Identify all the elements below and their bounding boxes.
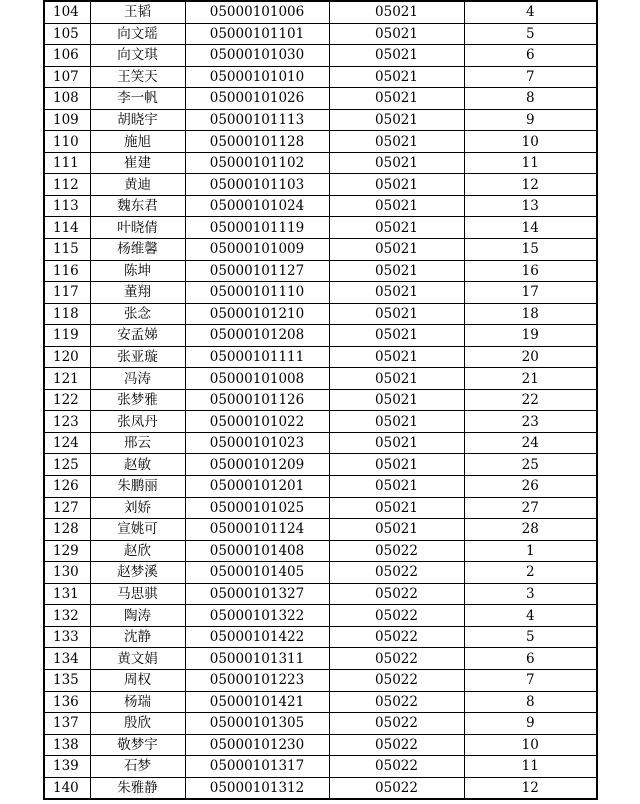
student-name-cell: 赵欣 <box>90 540 185 562</box>
student-id-cell: 05000101110 <box>185 282 329 304</box>
exam-room-cell: 05021 <box>329 195 464 217</box>
seat-number-cell: 17 <box>464 282 597 304</box>
exam-room-cell: 05022 <box>329 583 464 605</box>
student-name-cell: 王韬 <box>90 1 185 23</box>
seat-number-cell: 10 <box>464 734 597 756</box>
exam-room-cell: 05021 <box>329 152 464 174</box>
row-number-cell: 107 <box>44 66 90 88</box>
student-name-cell: 宣姚可 <box>90 519 185 541</box>
exam-room-cell: 05022 <box>329 713 464 735</box>
row-number-cell: 128 <box>44 519 90 541</box>
exam-room-cell: 05022 <box>329 691 464 713</box>
table-row <box>44 109 597 131</box>
row-number-cell: 125 <box>44 454 90 476</box>
seat-number-cell: 21 <box>464 368 597 390</box>
row-number-cell: 119 <box>44 325 90 347</box>
student-name-cell: 赵敏 <box>90 454 185 476</box>
row-number-cell: 117 <box>44 282 90 304</box>
table-row <box>44 45 597 67</box>
table-row <box>44 669 597 691</box>
student-name-cell: 朱雅静 <box>90 777 185 799</box>
exam-room-cell: 05022 <box>329 669 464 691</box>
seat-number-cell: 9 <box>464 713 597 735</box>
exam-room-cell: 05021 <box>329 174 464 196</box>
student-name-cell: 黄文娟 <box>90 648 185 670</box>
exam-room-cell: 05021 <box>329 454 464 476</box>
student-id-cell: 05000101421 <box>185 691 329 713</box>
row-number-cell: 123 <box>44 411 90 433</box>
seat-number-cell: 11 <box>464 756 597 778</box>
student-id-cell: 05000101010 <box>185 66 329 88</box>
student-id-cell: 05000101201 <box>185 476 329 498</box>
table-row <box>44 303 597 325</box>
row-number-cell: 136 <box>44 691 90 713</box>
exam-room-cell: 05021 <box>329 476 464 498</box>
table-row <box>44 777 597 799</box>
table-row <box>44 389 597 411</box>
table-row <box>44 583 597 605</box>
student-id-cell: 05000101113 <box>185 109 329 131</box>
row-number-cell: 115 <box>44 239 90 261</box>
seat-number-cell: 8 <box>464 88 597 110</box>
student-id-cell: 05000101023 <box>185 432 329 454</box>
exam-room-cell: 05021 <box>329 260 464 282</box>
seat-number-cell: 23 <box>464 411 597 433</box>
student-id-cell: 05000101026 <box>185 88 329 110</box>
student-id-cell: 05000101422 <box>185 626 329 648</box>
exam-room-cell: 05021 <box>329 497 464 519</box>
table-row <box>44 66 597 88</box>
exam-room-cell: 05021 <box>329 303 464 325</box>
table-row <box>44 174 597 196</box>
seat-number-cell: 6 <box>464 648 597 670</box>
student-id-cell: 05000101102 <box>185 152 329 174</box>
student-id-cell: 05000101312 <box>185 777 329 799</box>
student-id-cell: 05000101030 <box>185 45 329 67</box>
row-number-cell: 131 <box>44 583 90 605</box>
exam-room-cell: 05022 <box>329 540 464 562</box>
seat-number-cell: 5 <box>464 626 597 648</box>
student-id-cell: 05000101128 <box>185 131 329 153</box>
student-id-cell: 05000101408 <box>185 540 329 562</box>
exam-room-cell: 05022 <box>329 562 464 584</box>
student-name-cell: 赵梦溪 <box>90 562 185 584</box>
student-name-cell: 向文瑶 <box>90 23 185 45</box>
table-row <box>44 88 597 110</box>
table-row <box>44 217 597 239</box>
seat-number-cell: 10 <box>464 131 597 153</box>
table-row <box>44 195 597 217</box>
exam-room-cell: 05021 <box>329 217 464 239</box>
row-number-cell: 113 <box>44 195 90 217</box>
table-row <box>44 23 597 45</box>
seat-number-cell: 7 <box>464 66 597 88</box>
row-number-cell: 109 <box>44 109 90 131</box>
seat-number-cell: 14 <box>464 217 597 239</box>
student-id-cell: 05000101022 <box>185 411 329 433</box>
exam-room-cell: 05021 <box>329 109 464 131</box>
student-id-cell: 05000101405 <box>185 562 329 584</box>
exam-room-cell: 05021 <box>329 346 464 368</box>
row-number-cell: 120 <box>44 346 90 368</box>
seat-number-cell: 19 <box>464 325 597 347</box>
row-number-cell: 129 <box>44 540 90 562</box>
table-row <box>44 476 597 498</box>
exam-room-cell: 05022 <box>329 777 464 799</box>
student-name-cell: 敬梦宇 <box>90 734 185 756</box>
row-number-cell: 111 <box>44 152 90 174</box>
student-name-cell: 张念 <box>90 303 185 325</box>
student-name-cell: 崔建 <box>90 152 185 174</box>
student-name-cell: 胡晓宇 <box>90 109 185 131</box>
student-id-cell: 05000101103 <box>185 174 329 196</box>
table-row <box>44 691 597 713</box>
row-number-cell: 133 <box>44 626 90 648</box>
table-row <box>44 152 597 174</box>
row-number-cell: 122 <box>44 389 90 411</box>
student-name-cell: 杨瑞 <box>90 691 185 713</box>
table-row <box>44 756 597 778</box>
student-id-cell: 05000101230 <box>185 734 329 756</box>
row-number-cell: 114 <box>44 217 90 239</box>
student-id-cell: 05000101006 <box>185 1 329 23</box>
student-name-cell: 魏东君 <box>90 195 185 217</box>
student-name-cell: 刘娇 <box>90 497 185 519</box>
exam-room-cell: 05021 <box>329 66 464 88</box>
table-row <box>44 411 597 433</box>
row-number-cell: 140 <box>44 777 90 799</box>
seat-number-cell: 16 <box>464 260 597 282</box>
seat-number-cell: 3 <box>464 583 597 605</box>
seat-number-cell: 25 <box>464 454 597 476</box>
seat-number-cell: 4 <box>464 1 597 23</box>
row-number-cell: 135 <box>44 669 90 691</box>
table-row <box>44 562 597 584</box>
roster-table-body <box>44 1 597 799</box>
seat-number-cell: 9 <box>464 109 597 131</box>
table-row <box>44 260 597 282</box>
row-number-cell: 104 <box>44 1 90 23</box>
row-number-cell: 124 <box>44 432 90 454</box>
table-row <box>44 626 597 648</box>
row-number-cell: 134 <box>44 648 90 670</box>
seat-number-cell: 12 <box>464 174 597 196</box>
student-name-cell: 殷欣 <box>90 713 185 735</box>
student-id-cell: 05000101025 <box>185 497 329 519</box>
table-row <box>44 540 597 562</box>
student-name-cell: 张凤丹 <box>90 411 185 433</box>
table-row <box>44 734 597 756</box>
student-name-cell: 张亚璇 <box>90 346 185 368</box>
student-id-cell: 05000101223 <box>185 669 329 691</box>
table-row <box>44 713 597 735</box>
exam-room-cell: 05021 <box>329 519 464 541</box>
table-row <box>44 131 597 153</box>
seat-number-cell: 18 <box>464 303 597 325</box>
seat-number-cell: 8 <box>464 691 597 713</box>
table-row <box>44 519 597 541</box>
student-id-cell: 05000101008 <box>185 368 329 390</box>
table-row <box>44 454 597 476</box>
student-id-cell: 05000101009 <box>185 239 329 261</box>
student-name-cell: 马思骐 <box>90 583 185 605</box>
row-number-cell: 137 <box>44 713 90 735</box>
student-name-cell: 董翔 <box>90 282 185 304</box>
student-id-cell: 05000101124 <box>185 519 329 541</box>
student-id-cell: 05000101305 <box>185 713 329 735</box>
student-id-cell: 05000101208 <box>185 325 329 347</box>
exam-room-cell: 05021 <box>329 23 464 45</box>
student-name-cell: 施旭 <box>90 131 185 153</box>
seat-number-cell: 27 <box>464 497 597 519</box>
table-row <box>44 605 597 627</box>
student-name-cell: 安孟娣 <box>90 325 185 347</box>
row-number-cell: 116 <box>44 260 90 282</box>
student-id-cell: 05000101327 <box>185 583 329 605</box>
seat-number-cell: 5 <box>464 23 597 45</box>
student-name-cell: 周权 <box>90 669 185 691</box>
exam-room-cell: 05021 <box>329 88 464 110</box>
exam-room-cell: 05021 <box>329 239 464 261</box>
row-number-cell: 132 <box>44 605 90 627</box>
table-row <box>44 1 597 23</box>
student-id-cell: 05000101024 <box>185 195 329 217</box>
exam-room-cell: 05021 <box>329 389 464 411</box>
exam-room-cell: 05021 <box>329 411 464 433</box>
student-id-cell: 05000101322 <box>185 605 329 627</box>
seat-number-cell: 13 <box>464 195 597 217</box>
student-id-cell: 05000101126 <box>185 389 329 411</box>
table-row <box>44 346 597 368</box>
seat-number-cell: 2 <box>464 562 597 584</box>
student-name-cell: 叶晓倩 <box>90 217 185 239</box>
seat-number-cell: 22 <box>464 389 597 411</box>
student-id-cell: 05000101127 <box>185 260 329 282</box>
student-name-cell: 石梦 <box>90 756 185 778</box>
student-name-cell: 李一帆 <box>90 88 185 110</box>
exam-room-cell: 05022 <box>329 734 464 756</box>
row-number-cell: 139 <box>44 756 90 778</box>
seat-number-cell: 15 <box>464 239 597 261</box>
seat-number-cell: 26 <box>464 476 597 498</box>
seat-number-cell: 20 <box>464 346 597 368</box>
seat-number-cell: 7 <box>464 669 597 691</box>
row-number-cell: 121 <box>44 368 90 390</box>
row-number-cell: 127 <box>44 497 90 519</box>
exam-room-cell: 05022 <box>329 648 464 670</box>
student-name-cell: 张梦雅 <box>90 389 185 411</box>
table-row <box>44 648 597 670</box>
student-id-cell: 05000101209 <box>185 454 329 476</box>
exam-room-cell: 05022 <box>329 605 464 627</box>
table-row <box>44 239 597 261</box>
student-name-cell: 沈静 <box>90 626 185 648</box>
exam-room-cell: 05021 <box>329 282 464 304</box>
row-number-cell: 106 <box>44 45 90 67</box>
student-name-cell: 黄迪 <box>90 174 185 196</box>
student-id-cell: 05000101119 <box>185 217 329 239</box>
seat-number-cell: 1 <box>464 540 597 562</box>
row-number-cell: 138 <box>44 734 90 756</box>
exam-room-cell: 05021 <box>329 45 464 67</box>
table-row <box>44 282 597 304</box>
exam-room-cell: 05021 <box>329 325 464 347</box>
student-name-cell: 朱鹏丽 <box>90 476 185 498</box>
row-number-cell: 118 <box>44 303 90 325</box>
table-row <box>44 325 597 347</box>
row-number-cell: 112 <box>44 174 90 196</box>
student-id-cell: 05000101101 <box>185 23 329 45</box>
exam-room-cell: 05022 <box>329 756 464 778</box>
table-row <box>44 432 597 454</box>
seat-number-cell: 4 <box>464 605 597 627</box>
student-name-cell: 杨维馨 <box>90 239 185 261</box>
row-number-cell: 105 <box>44 23 90 45</box>
student-id-cell: 05000101111 <box>185 346 329 368</box>
exam-room-cell: 05021 <box>329 131 464 153</box>
table-row <box>44 368 597 390</box>
student-name-cell: 冯涛 <box>90 368 185 390</box>
student-id-cell: 05000101210 <box>185 303 329 325</box>
row-number-cell: 110 <box>44 131 90 153</box>
student-name-cell: 向文琪 <box>90 45 185 67</box>
student-id-cell: 05000101311 <box>185 648 329 670</box>
exam-room-cell: 05021 <box>329 368 464 390</box>
student-name-cell: 邢云 <box>90 432 185 454</box>
exam-room-cell: 05021 <box>329 1 464 23</box>
row-number-cell: 108 <box>44 88 90 110</box>
seat-number-cell: 28 <box>464 519 597 541</box>
student-name-cell: 陶涛 <box>90 605 185 627</box>
student-name-cell: 陈坤 <box>90 260 185 282</box>
student-name-cell: 王笑天 <box>90 66 185 88</box>
student-id-cell: 05000101317 <box>185 756 329 778</box>
seat-number-cell: 12 <box>464 777 597 799</box>
table-row <box>44 497 597 519</box>
exam-room-cell: 05022 <box>329 626 464 648</box>
seat-number-cell: 11 <box>464 152 597 174</box>
roster-sheet <box>43 0 596 800</box>
seat-number-cell: 6 <box>464 45 597 67</box>
row-number-cell: 130 <box>44 562 90 584</box>
row-number-cell: 126 <box>44 476 90 498</box>
roster-table <box>43 0 598 800</box>
seat-number-cell: 24 <box>464 432 597 454</box>
exam-room-cell: 05021 <box>329 432 464 454</box>
